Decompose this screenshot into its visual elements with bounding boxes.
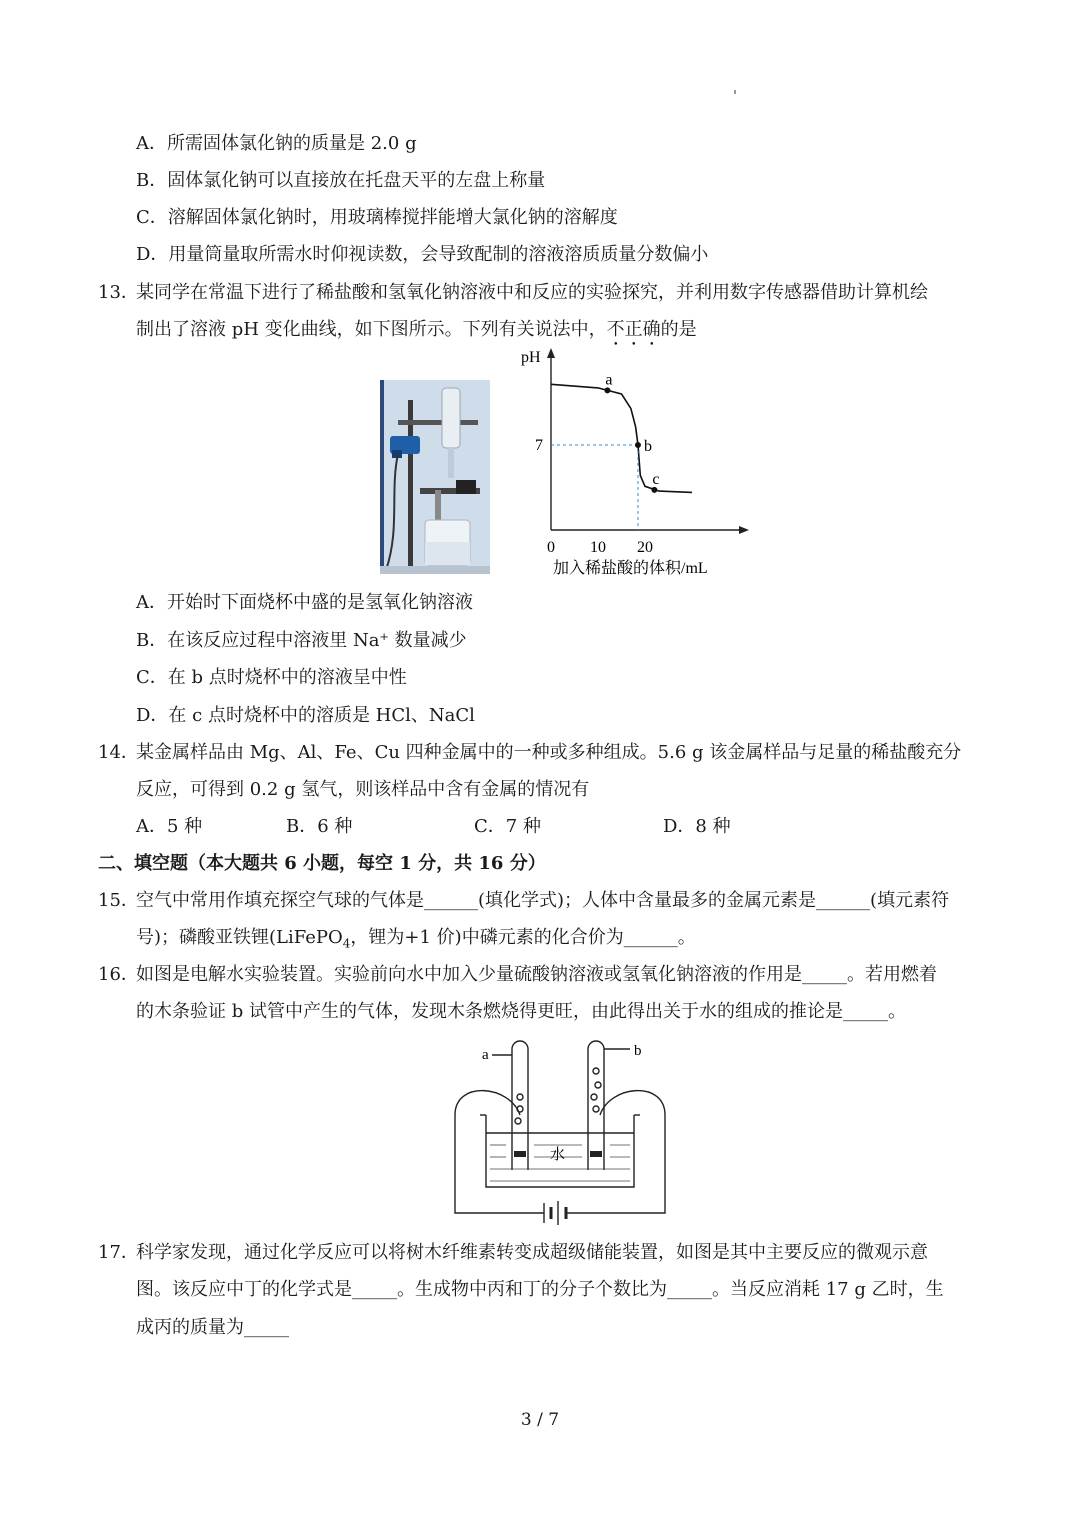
q13-option-c: C．在 b 点时烧杯中的溶液呈中性 xyxy=(136,667,407,688)
q15-stem-line1: 空气中常用作填充探空气球的气体是______(填化学式)；人体中含量最多的金属元素是______(填元素符 xyxy=(136,890,950,911)
y-axis-label: pH xyxy=(521,349,541,366)
x-tick-label: 0 xyxy=(547,539,555,556)
q16-stem-line1: 如图是电解水实验装置。实验前向水中加入少量硫酸钠溶液或氢氧化钠溶液的作用是_____。若用燃着 xyxy=(136,964,937,985)
electrolysis-label-water: 水 xyxy=(550,1147,566,1163)
x-tick-label: 10 xyxy=(590,539,606,556)
q12-option-d: D．用量筒量取所需水时仰视读数，会导致配制的溶液溶质质量分数偏小 xyxy=(136,244,709,265)
q13-stem-prefix: 制出了溶液 pH 变化曲线，如下图所示。下列有关说法中， xyxy=(136,319,607,340)
q16-stem-line2: 的木条验证 b 试管中产生的气体，发现木条燃烧得更旺，由此得出关于水的组成的推论是_____。 xyxy=(136,1001,906,1022)
q13-number: 13． xyxy=(98,282,139,303)
q16-number: 16． xyxy=(98,964,139,985)
q13-stem-suffix: 的是 xyxy=(660,319,697,340)
point-b xyxy=(635,442,641,448)
q17-stem-line3: 成丙的质量为_____ xyxy=(136,1317,289,1338)
q17-stem-line2: 图。该反应中丁的化学式是_____。生成物中丙和丁的分子个数比为_____。当反应消耗 17 g 乙时，生 xyxy=(136,1279,944,1300)
page-number: 3 / 7 xyxy=(520,1410,560,1430)
q12-option-c: C．溶解固体氯化钠时，用玻璃棒搅拌能增大氯化钠的溶解度 xyxy=(136,207,618,228)
apparatus-photo-drawing xyxy=(380,380,490,574)
scan-mark xyxy=(734,90,736,94)
q13-option-d: D．在 c 点时烧杯中的溶质是 HCl、NaCl xyxy=(136,705,475,726)
q14-stem-line2: 反应，可得到 0.2 g 氢气，则该样品中含有金属的情况有 xyxy=(136,779,590,800)
point-label-c: c xyxy=(652,470,660,488)
q17-stem-line1: 科学家发现，通过化学反应可以将树木纤维素转变成超级储能装置，如图是其中主要反应的微观示意 xyxy=(136,1242,928,1263)
point-label-a: a xyxy=(605,371,613,389)
q13-stem-line1: 某同学在常温下进行了稀盐酸和氢氧化钠溶液中和反应的实验探究，并利用数字传感器借助计算机绘 xyxy=(136,282,928,303)
q14-option-a: A．5 种 xyxy=(136,816,203,837)
ph-curve xyxy=(551,384,692,492)
q13-option-b: B．在该反应过程中溶液里 Na⁺ 数量减少 xyxy=(136,630,467,651)
x-axis-label: 加入稀盐酸的体积/mL xyxy=(553,560,708,577)
ph-chart-marks xyxy=(551,371,692,530)
ph-chart-svg xyxy=(515,346,755,586)
q15-subscript: 4 xyxy=(342,936,351,951)
ph-chart-axes xyxy=(521,348,749,577)
q15-stem-part-a: 号)；磷酸亚铁锂(LiFePO xyxy=(136,927,343,948)
electrolysis-label-b: b xyxy=(634,1043,642,1059)
q14-stem-line1: 某金属样品由 Mg、Al、Fe、Cu 四种金属中的一种或多种组成。5.6 g 该金属样品与足量的稀盐酸充分 xyxy=(136,742,962,763)
electrolysis-svg xyxy=(450,1035,670,1230)
x-tick-label: 20 xyxy=(637,539,653,556)
x-axis-arrow xyxy=(739,526,749,534)
q15-number: 15． xyxy=(98,890,139,911)
q14-number: 14． xyxy=(98,742,139,763)
electrolysis-diagram xyxy=(450,1035,670,1230)
q12-option-b: B．固体氯化钠可以直接放在托盘天平的左盘上称量 xyxy=(136,170,546,191)
q17-number: 17． xyxy=(98,1242,139,1263)
electrolysis-label-a: a xyxy=(482,1047,489,1063)
q13-emphasis: 不正确 xyxy=(606,319,661,340)
q14-option-d: D．8 种 xyxy=(663,816,731,837)
y-axis-arrow xyxy=(547,348,555,358)
apparatus-photo xyxy=(380,380,490,574)
q15-stem-line2 xyxy=(136,925,696,957)
q14-option-b: B．6 种 xyxy=(286,816,353,837)
q15-stem-part-b: ，锂为+1 价)中磷元素的化合价为______。 xyxy=(350,927,696,948)
q14-option-c: C．7 种 xyxy=(474,816,541,837)
q12-option-a: A．所需固体氯化钠的质量是 2.0 g xyxy=(136,133,417,154)
section-2-heading: 二、填空题（本大题共 6 小题，每空 1 分，共 16 分） xyxy=(98,853,546,874)
ph-chart xyxy=(515,346,755,586)
point-label-b: b xyxy=(643,438,652,455)
y-tick-label: 7 xyxy=(535,437,543,454)
q13-option-a: A．开始时下面烧杯中盛的是氢氧化钠溶液 xyxy=(136,592,473,613)
